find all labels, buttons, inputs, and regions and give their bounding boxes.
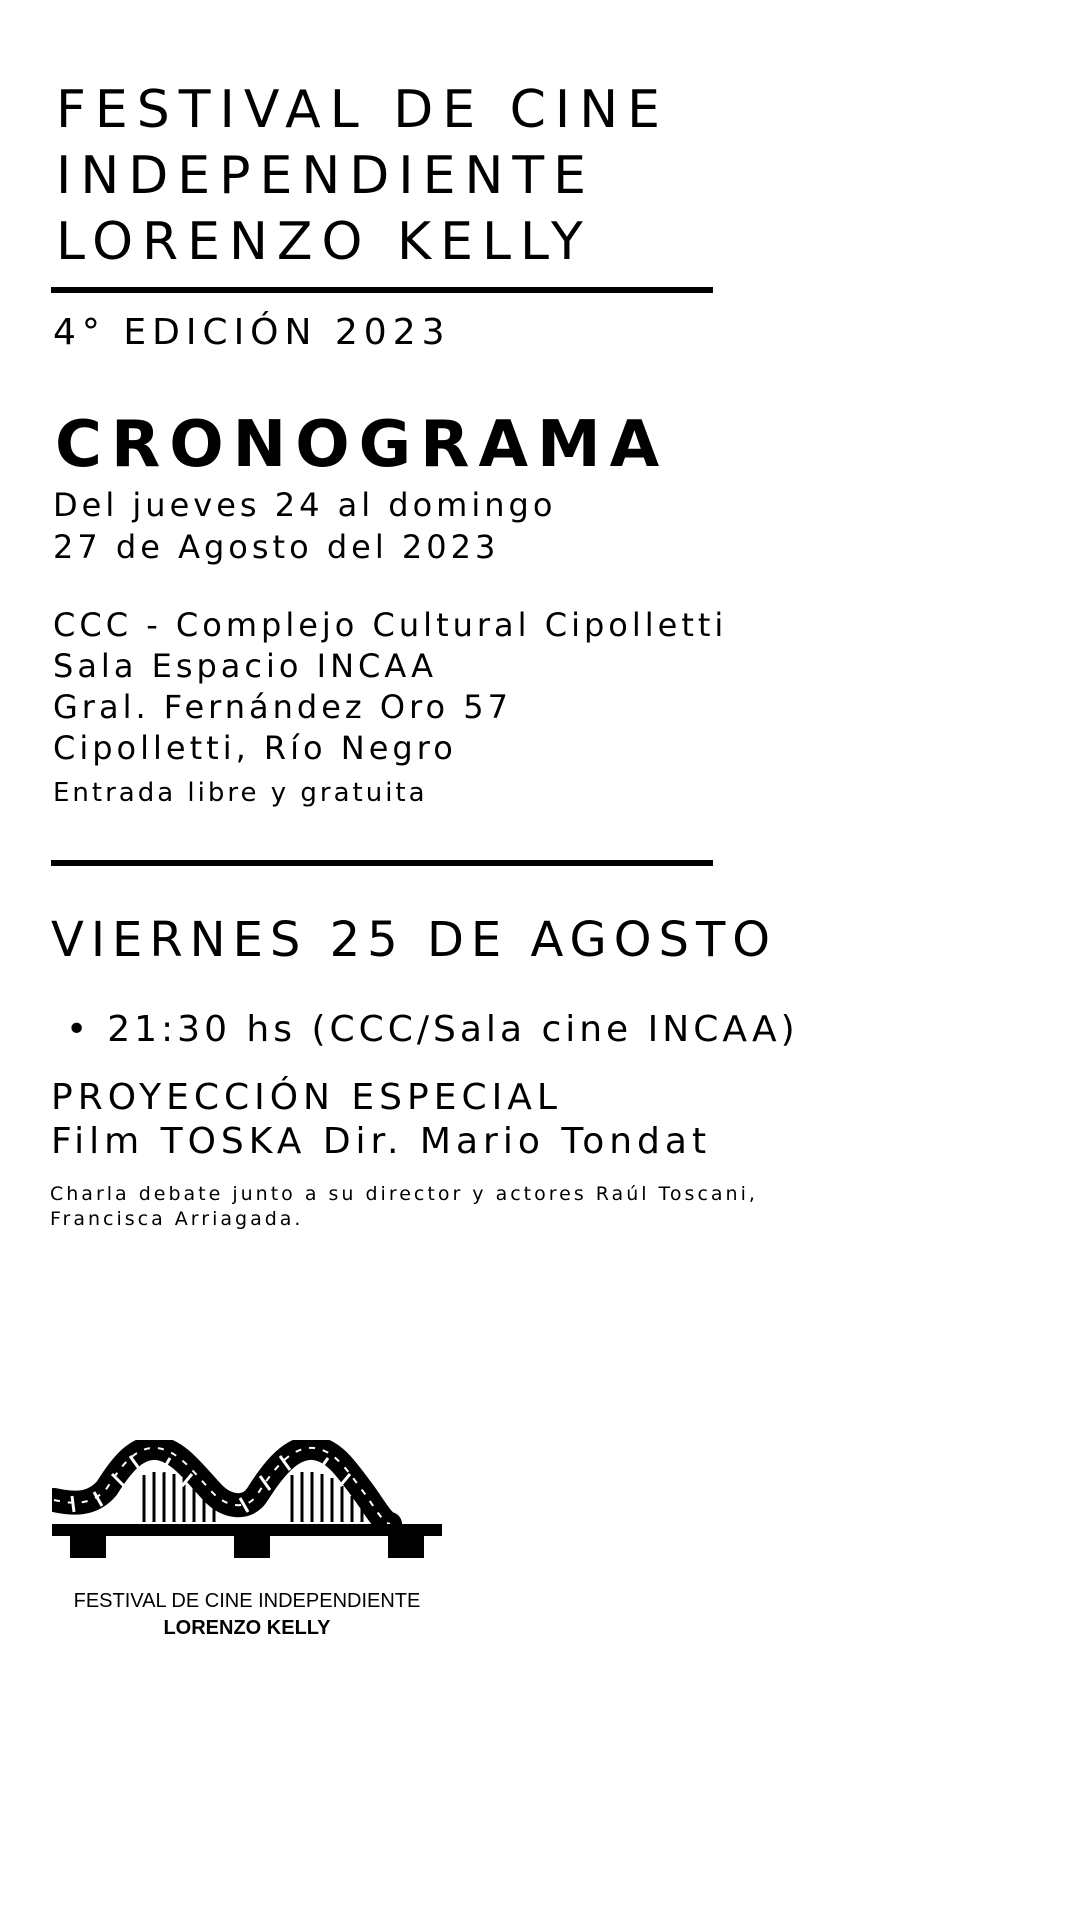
venue-line-4: Cipolletti, Río Negro (53, 729, 457, 767)
festival-title-line-3: LORENZO KELLY (56, 212, 592, 272)
date-range-line-1: Del jueves 24 al domingo (53, 486, 557, 524)
event-time-item (66, 1005, 799, 1055)
admission-note: Entrada libre y gratuita (53, 778, 428, 808)
venue-line-1: CCC - Complejo Cultural Cipolletti (53, 606, 728, 644)
debate-note-line-1: Charla debate junto a su director y actores Raúl Toscani, (50, 1183, 758, 1205)
logo-text-line-1: FESTIVAL DE CINE INDEPENDIENTE (73, 1590, 421, 1612)
day-heading: VIERNES 25 DE AGOSTO (51, 912, 778, 968)
bullet-icon: • (66, 1009, 92, 1050)
schedule-heading: CRONOGRAMA (55, 408, 669, 482)
projection-title: PROYECCIÓN ESPECIAL (51, 1077, 562, 1118)
festival-title-line-2: INDEPENDIENTE (56, 146, 595, 206)
date-range-line-2: 27 de Agosto del 2023 (53, 528, 500, 566)
debate-note-line-2: Francisca Arriagada. (50, 1208, 304, 1230)
venue-line-3: Gral. Fernández Oro 57 (53, 688, 512, 726)
event-time: 21:30 hs (CCC/Sala cine INCAA) (107, 1009, 799, 1050)
title-divider (51, 287, 713, 293)
section-divider (51, 860, 713, 866)
festival-logo-icon (52, 1440, 442, 1568)
venue-line-2: Sala Espacio INCAA (53, 647, 438, 685)
festival-title-line-1: FESTIVAL DE CINE (56, 80, 670, 140)
logo-text-line-2: LORENZO KELLY (163, 1617, 331, 1639)
edition-label: 4° EDICIÓN 2023 (53, 312, 451, 353)
film-credit: Film TOSKA Dir. Mario Tondat (51, 1121, 712, 1162)
